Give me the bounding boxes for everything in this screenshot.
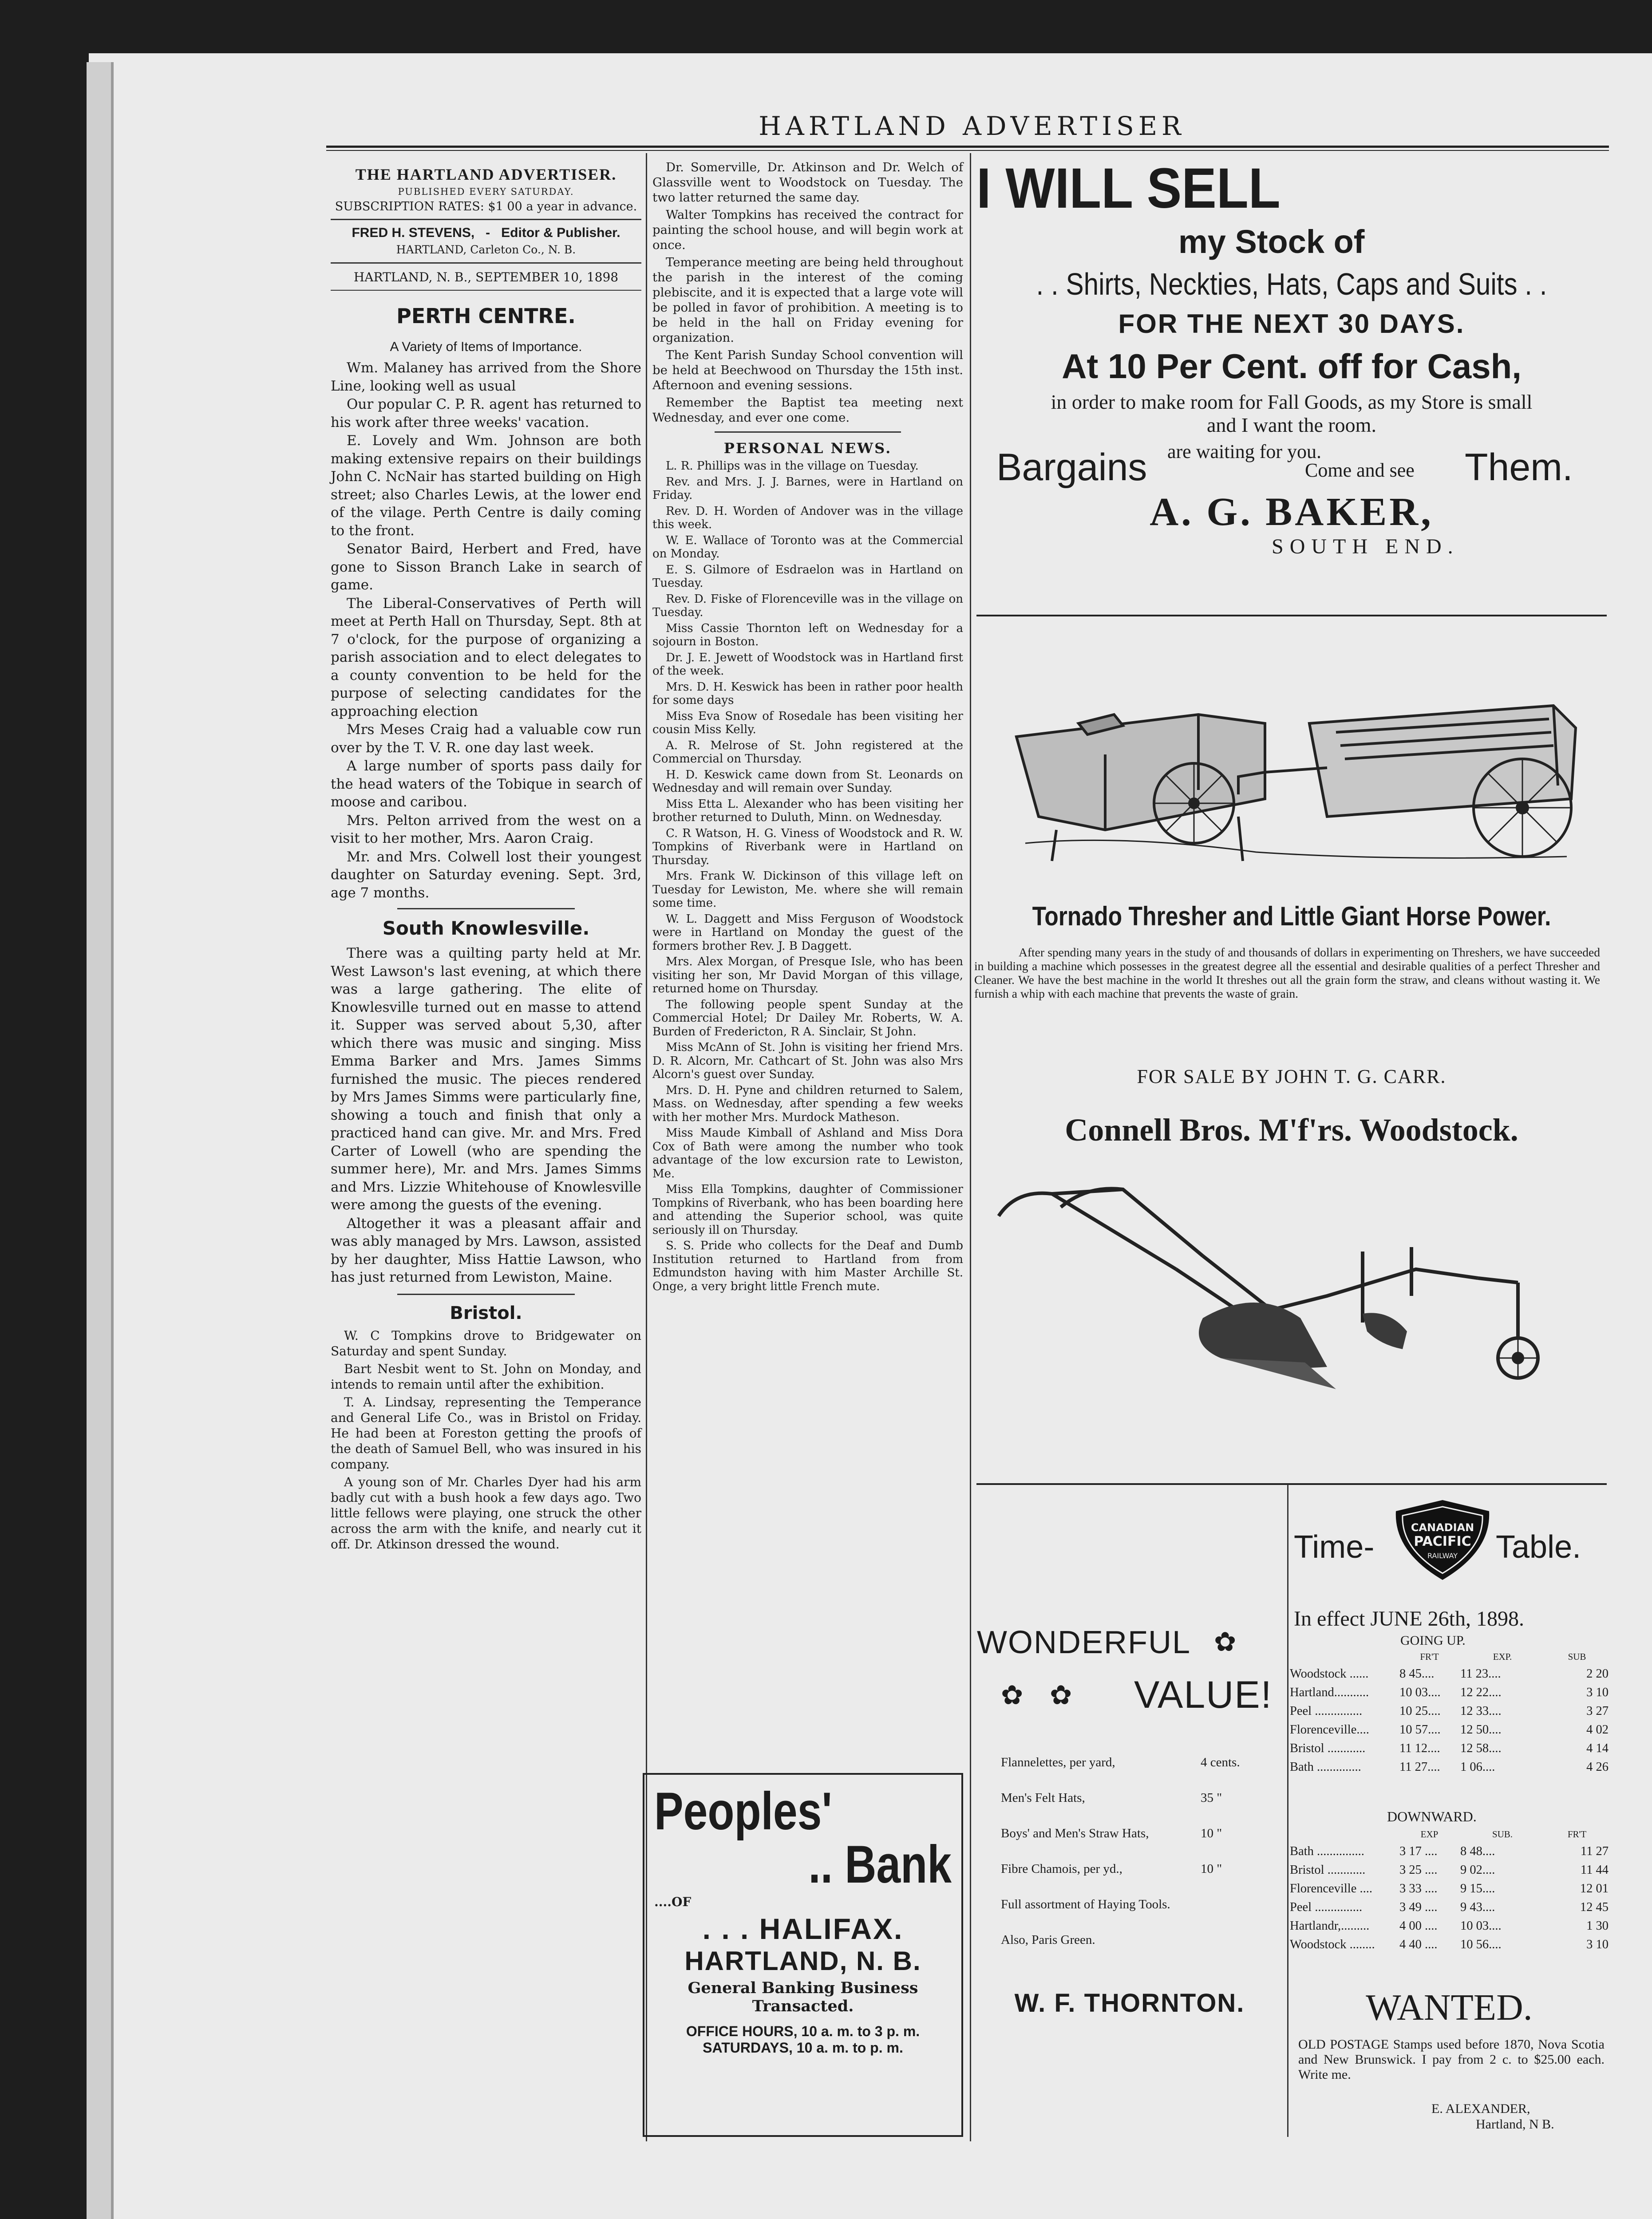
personal-item: Mrs. D. H. Pyne and children returned to Salem, Mass. on Wednesday, after spending a few weeks with her mother Mrs. Murdock Matheson. <box>652 1083 963 1124</box>
perth-para: The Liberal-Conservatives of Perth will meet at Perth Hall on Thursday, Sept. 8th at 7 o'clock, for the purpose of organizing a parish association and to elect delegates to a county convention to be held for the purpose of selecting candidates for the approaching election <box>331 595 641 719</box>
station: Bristol ............ <box>1290 1863 1366 1877</box>
time-cell: 3 33 .... <box>1399 1882 1438 1895</box>
perth-para: Mrs Meses Craig had a valuable cow run over by the T. V. R. one day last week. <box>331 722 641 756</box>
perth-article <box>331 359 641 902</box>
time-cell: 3 17 .... <box>1399 1844 1438 1858</box>
time-cell: 10 03.... <box>1399 1686 1441 1699</box>
paper-title: THE HARTLAND ADVERTISER. <box>355 166 617 183</box>
personal-item: Miss Maude Kimball of Ashland and Miss Dora Cox of Bath were among the number who took advantage of the low excursion rate to Lewiston, Me. <box>652 1126 963 1181</box>
wanted-text: OLD POSTAGE Stamps used before 1870, Nova Scotia and New Brunswick. I pay from 2 c. to $25.00 each. Write me. <box>1298 2037 1605 2082</box>
editor-line: FRED H. STEVENS, - Editor & Publisher. <box>352 225 620 240</box>
timetable-down: DOWNWARD. <box>1387 1808 1477 1824</box>
local-para: Dr. Somerville, Dr. Atkinson and Dr. Welch of Glassville went to Woodstock on Tuesday. The two latter returned the same day. <box>652 160 963 205</box>
personal-item: E. S. Gilmore of Esdraelon was in Hartland on Tuesday. <box>652 563 963 590</box>
bristol-para: W. C Tompkins drove to Bridgewater on Saturday and spent Sunday. <box>331 1328 641 1358</box>
station: Bristol ............ <box>1290 1741 1366 1755</box>
bank-city: . . . HALIFAX. <box>702 1912 904 1945</box>
personal-item: H. D. Keswick came down from St. Leonards on Wednesday and will remain over Sunday. <box>652 768 963 795</box>
perth-heading: PERTH CENTRE. <box>396 304 576 328</box>
bristol-para: T. A. Lindsay, representing the Temperance and General Life Co., was in Bristol on Friday. He had been at Foreston getting the proofs of the death of Samuel Bell, who was insured in his company. <box>331 1394 641 1472</box>
time-cell: 11 44 <box>1580 1863 1609 1877</box>
personal-heading: PERSONAL NEWS. <box>723 440 892 457</box>
ad-divider <box>976 615 1607 616</box>
section-rule <box>397 1294 575 1295</box>
wanted-title: WANTED. <box>1366 1987 1533 2028</box>
baker-line-6: in order to make room for Fall Goods, as my Store is small <box>1051 391 1533 413</box>
time-cell: 3 10 <box>1586 1938 1609 1951</box>
item-price: 10 " <box>1201 1826 1222 1840</box>
published-line: PUBLISHED EVERY SATURDAY. <box>398 186 574 197</box>
station: Bath ............... <box>1290 1844 1364 1858</box>
flower-icon: ✿ <box>1214 1627 1237 1658</box>
plow-illustration <box>990 1181 1585 1429</box>
bank-branch: HARTLAND, N. B. <box>684 1946 921 1976</box>
item-price: 35 " <box>1201 1791 1222 1805</box>
header-rule <box>331 219 641 220</box>
local-para: Temperance meeting are being held throughout the parish in the interest of the coming plebiscite, and it is expected that a large vote will be polled in favor of prohibition. A meeting is to be held in the hall on Friday evening for organization. <box>652 255 963 345</box>
time-cell: 9 15.... <box>1460 1882 1495 1895</box>
personal-item: C. R Watson, H. G. Viness of Woodstock and R. W. Tompkins of Riverbank were in Hartland on Thursday. <box>652 826 963 867</box>
bottom-divider <box>1287 1485 1288 2137</box>
personal-item: L. R. Phillips was in the village on Tuesday. <box>666 459 919 473</box>
item-row <box>1001 1897 1280 1933</box>
perth-para: Senator Baird, Herbert and Fred, have gone to Sisson Branch Lake in search of game. <box>331 541 641 593</box>
column-2 <box>652 160 963 1295</box>
place-line: HARTLAND, Carleton Co., N. B. <box>396 243 576 256</box>
masthead-rule <box>326 146 1609 148</box>
station: Peel ............... <box>1290 1704 1363 1718</box>
item-name: Flannelettes, per yard, <box>1001 1755 1115 1769</box>
item-row <box>1001 1755 1280 1791</box>
station: Peel ............... <box>1290 1900 1363 1914</box>
time-cell: 12 50.... <box>1460 1723 1502 1737</box>
bank-transacted: Transacted. <box>752 1997 854 2015</box>
personal-item: S. S. Pride who collects for the Deaf and Dumb Institution returned to Hartland from from Edmundston having with him Master Archille St. Onge, a very bright little French mute. <box>652 1239 963 1293</box>
perth-para: Wm. Malaney has arrived from the Shore Line, looking well as usual <box>331 360 641 394</box>
local-para: Walter Tompkins has received the contract for painting the school house, and will begin work at once. <box>652 208 963 252</box>
down-table <box>1289 1826 1609 1954</box>
col-head: SUB. <box>1492 1828 1513 1840</box>
thresher-title: Tornado Thresher and Little Giant Horse Power. <box>1032 901 1551 931</box>
baker-location: SOUTH END. <box>1272 535 1459 558</box>
time-cell: 3 25 .... <box>1399 1863 1438 1877</box>
item-name: Boys' and Men's Straw Hats, <box>1001 1826 1149 1840</box>
personal-item: W. E. Wallace of Toronto was at the Commercial on Monday. <box>652 533 963 561</box>
time-cell: 10 25.... <box>1399 1704 1441 1718</box>
bargains-come: Come and see <box>1305 459 1415 481</box>
section-rule <box>397 908 575 909</box>
personal-news <box>652 459 963 1293</box>
flower-icon: ✿ <box>1001 1680 1024 1711</box>
bank-business: General Banking Business <box>688 1979 918 1997</box>
col-head: FR'T <box>1567 1828 1587 1840</box>
thresher-maker: Connell Bros. M'f'rs. Woodstock. <box>1065 1112 1518 1148</box>
thresher-desc: After spending many years in the study of and thousands of dollars in experimenting on Threshers, we have succeeded in building a machine which possesses in the greatest degree all the essential and desirable qualities of a perfect Thresher and Cleaner. We have the best machine in the world It threshes out all the grain form the straw, and cleans without wasting it. We furnish a whip with each machine that prevents the waste of grain. <box>974 945 1600 1000</box>
baker-line-3: . . Shirts, Neckties, Hats, Caps and Suits . . <box>1036 267 1547 301</box>
bank-ad <box>643 1773 963 2137</box>
section-rule <box>715 431 901 433</box>
time-cell: 9 43.... <box>1460 1900 1495 1914</box>
value-word: VALUE! <box>1134 1674 1273 1716</box>
col-head: EXP. <box>1493 1651 1512 1662</box>
item-row <box>1001 1826 1280 1862</box>
time-cell: 12 45 <box>1580 1900 1609 1914</box>
logo-text-2: PACIFIC <box>1414 1534 1471 1549</box>
station: Woodstock ...... <box>1290 1667 1369 1681</box>
time-cell: 8 48.... <box>1460 1844 1495 1858</box>
logo-text-1: CANADIAN <box>1411 1521 1474 1534</box>
item-name: Fibre Chamois, per yd., <box>1001 1862 1122 1876</box>
ad-divider-2 <box>976 1483 1607 1485</box>
flower-icon: ✿ <box>1050 1680 1072 1711</box>
timetable-time: Time- <box>1294 1529 1375 1565</box>
perth-para: E. Lovely and Wm. Johnson are both making extensive repairs on their buildings John C. NcNair has started building on High street; also Charles Lewis, at the lower end of the vilage. Perth Centre is daily coming to the front. <box>331 433 641 539</box>
subscription-rates: SUBSCRIPTION RATES: $1 00 a year in advance. <box>335 200 637 213</box>
personal-item: Dr. J. E. Jewett of Woodstock was in Hartland first of the week. <box>652 651 963 678</box>
personal-item: Mrs. D. H. Keswick has been in rather poor health for some days <box>652 680 963 707</box>
station: Hartlandr,......... <box>1290 1919 1370 1933</box>
baker-name: A. G. BAKER, <box>1150 490 1434 534</box>
thornton-items <box>1001 1755 1280 1968</box>
time-cell: 11 27 <box>1580 1844 1609 1858</box>
knowlesville-para: Altogether it was a pleasant affair and was ably managed by Mrs. Lawson, assisted by her daughter, Miss Hattie Lawson, who has just returned from Lewiston, Maine. <box>331 1215 641 1285</box>
personal-item: Rev. D. H. Worden of Andover was in the village this week. <box>652 504 963 531</box>
item-name: Full assortment of Haying Tools. <box>1001 1897 1170 1911</box>
time-cell: 4 14 <box>1586 1741 1609 1755</box>
time-cell: 4 00 .... <box>1399 1919 1438 1933</box>
time-cell: 10 03.... <box>1460 1919 1502 1933</box>
station: Bath .............. <box>1290 1760 1361 1774</box>
time-cell: 3 27 <box>1586 1704 1609 1718</box>
personal-item: Rev. D. Fiske of Florenceville was in the village on Tuesday. <box>652 592 963 619</box>
time-cell: 1 30 <box>1586 1919 1609 1933</box>
time-cell: 10 57.... <box>1399 1723 1441 1737</box>
personal-item: W. L. Daggett and Miss Ferguson of Woodstock were in Hartland on Monday the guest of the formers brother Rev. J. B Daggett. <box>652 912 963 953</box>
masthead: HARTLAND ADVERTISER <box>759 111 1186 141</box>
cpr-logo-icon <box>1391 1498 1494 1582</box>
column-1 <box>331 160 641 1554</box>
bristol-article <box>331 1328 641 1552</box>
wanted-name: E. ALEXANDER, <box>1431 2101 1530 2116</box>
personal-item: Miss McAnn of St. John is visiting her friend Mrs. D. R. Alcorn, Mr. Cathcart of St. John was also Mrs Alcorn's guest over Sunday. <box>652 1041 963 1081</box>
col-head: EXP <box>1420 1828 1439 1840</box>
perth-para: Mrs. Pelton arrived from the west on a visit to her mother, Mrs. Aaron Craig. <box>331 812 641 846</box>
time-cell: 4 26 <box>1586 1760 1609 1774</box>
time-cell: 4 02 <box>1586 1723 1609 1737</box>
time-cell: 3 10 <box>1586 1686 1609 1699</box>
bristol-heading: Bristol. <box>450 1303 522 1323</box>
local-news <box>652 160 963 425</box>
page-edge <box>87 62 114 2219</box>
station: Florenceville .... <box>1290 1882 1372 1895</box>
personal-item: Rev. and Mrs. J. J. Barnes, were in Hartland on Friday. <box>652 475 963 502</box>
masthead-rule-thin <box>326 150 1609 151</box>
bristol-para: Bart Nesbit went to St. John on Monday, and intends to remain until after the exhibition. <box>331 1361 641 1392</box>
time-cell: 11 27.... <box>1399 1760 1440 1774</box>
time-cell: 8 45.... <box>1399 1667 1435 1681</box>
bargains-them: Them. <box>1465 446 1573 489</box>
personal-item: Mrs. Frank W. Dickinson of this village left on Tuesday for Lewiston, Me. where she will remain some time. <box>652 869 963 910</box>
column-divider-2 <box>970 153 971 2141</box>
timetable-up: GOING UP. <box>1400 1633 1466 1648</box>
local-para: Remember the Baptist tea meeting next Wednesday, and ever one come. <box>652 395 963 425</box>
station: Woodstock ........ <box>1290 1938 1375 1951</box>
perth-para: Our popular C. P. R. agent has returned to his work after three weeks' vacation. <box>331 396 641 430</box>
up-table <box>1289 1649 1609 1777</box>
item-name: Also, Paris Green. <box>1001 1933 1095 1947</box>
logo-text-3: RAILWAY <box>1427 1552 1458 1560</box>
time-cell: 12 33.... <box>1460 1704 1502 1718</box>
thresher-illustration <box>990 683 1593 870</box>
personal-item: Miss Etta L. Alexander who has been visiting her brother returned to Duluth, Minn. on Wednesday. <box>652 797 963 824</box>
knowlesville-heading: South Knowlesville. <box>382 917 590 939</box>
time-cell: 2 20 <box>1586 1667 1609 1681</box>
header-rule-3 <box>331 290 641 291</box>
item-row <box>1001 1791 1280 1826</box>
station: Hartland........... <box>1290 1686 1369 1699</box>
personal-item: Mrs. Alex Morgan, of Presque Isle, who has been visiting her son, Mr David Morgan of this village, returned home on Thursday. <box>652 955 963 995</box>
bargains-row <box>974 437 1609 490</box>
bargains-waiting: are waiting for you. <box>1167 441 1321 462</box>
baker-ad <box>974 155 1609 559</box>
time-cell: 12 22.... <box>1460 1686 1502 1699</box>
thresher-sale: FOR SALE BY JOHN T. G. CARR. <box>1137 1066 1446 1087</box>
wanted-place: Hartland, N B. <box>1476 2117 1554 2132</box>
baker-headline: I WILL SELL <box>976 157 1280 220</box>
bank-line-2: .. Bank <box>808 1835 952 1894</box>
personal-item: Miss Ella Tompkins, daughter of Commissioner Tompkins of Riverbank, who has been boarding here and attending the Superior school, was quite seriously ill on Thursday. <box>652 1183 963 1237</box>
bank-saturdays: SATURDAYS, 10 a. m. to p. m. <box>703 2040 903 2056</box>
header-rule-2 <box>331 262 641 264</box>
bank-hours: OFFICE HOURS, 10 a. m. to 3 p. m. <box>686 2023 920 2039</box>
bank-of: ....OF <box>654 1895 692 1909</box>
time-cell: 12 58.... <box>1460 1741 1502 1755</box>
wonderful-word: WONDERFUL <box>977 1625 1191 1660</box>
timetable-table: Table. <box>1496 1529 1581 1565</box>
item-price: 10 " <box>1201 1862 1222 1876</box>
bristol-para: A young son of Mr. Charles Dyer had his arm badly cut with a bush hook a few days ago. Two little fellows were playing, one struck the other across the arm with the knife, and nearly cut it off. Dr. Atkinson dressed the wound. <box>331 1474 641 1552</box>
item-name: Men's Felt Hats, <box>1001 1791 1085 1805</box>
baker-line-2: my Stock of <box>1178 223 1365 260</box>
bargains-word: Bargains <box>996 446 1147 489</box>
personal-item: The following people spent Sunday at the Commercial Hotel; Dr Dailey Mr. Roberts, W. A. Burden of Fredericton, R A. Sinclair, St John. <box>652 998 963 1038</box>
baker-line-4: FOR THE NEXT 30 DAYS. <box>1118 309 1465 339</box>
personal-item: A. R. Melrose of St. John registered at the Commercial on Thursday. <box>652 738 963 766</box>
bank-line-1: Peoples' <box>654 1781 832 1841</box>
time-cell: 4 40 .... <box>1399 1938 1438 1951</box>
perth-para: A large number of sports pass daily for the head waters of the Tobique in search of moose and caribou. <box>331 758 641 810</box>
perth-subhead: A Variety of Items of Importance. <box>390 340 582 354</box>
time-cell: 3 49 .... <box>1399 1900 1438 1914</box>
thornton-signature: W. F. THORNTON. <box>1014 1989 1245 2018</box>
baker-line-5: At 10 Per Cent. off for Cash, <box>1062 347 1522 386</box>
knowlesville-article <box>331 944 641 1287</box>
item-row <box>1001 1862 1280 1897</box>
time-cell: 11 12.... <box>1399 1741 1440 1755</box>
local-para: The Kent Parish Sunday School convention will be held at Beechwood on Thursday the 15th inst. Afternoon and evening sessions. <box>652 348 963 392</box>
dateline: HARTLAND, N. B., SEPTEMBER 10, 1898 <box>353 270 619 284</box>
col-head: FR'T <box>1420 1651 1439 1662</box>
time-cell: 10 56.... <box>1460 1938 1502 1951</box>
time-cell: 12 01 <box>1580 1882 1609 1895</box>
time-cell: 9 02.... <box>1460 1863 1495 1877</box>
col-head: SUB <box>1568 1651 1586 1662</box>
baker-line-7: and I want the room. <box>1207 414 1376 436</box>
personal-item: Miss Cassie Thornton left on Wednesday for a sojourn in Boston. <box>652 621 963 648</box>
time-cell: 11 23.... <box>1460 1667 1501 1681</box>
item-row <box>1001 1933 1280 1968</box>
perth-para: Mr. and Mrs. Colwell lost their youngest daughter on Saturday evening. Sept. 3rd, age 7 months. <box>331 849 641 901</box>
station: Florenceville.... <box>1290 1723 1369 1737</box>
timetable-effect: In effect JUNE 26th, 1898. <box>1294 1607 1524 1631</box>
time-cell: 1 06.... <box>1460 1760 1495 1774</box>
item-price: 4 cents. <box>1201 1755 1240 1769</box>
knowlesville-para: There was a quilting party held at Mr. West Lawson's last evening, at which there was a large gathering. The elite of Knowlesville turned out en masse to attend it. Supper was served about 5,30, after which there was music and singing. Miss Emma Barker and Mrs. James Simms furnished the music. The pieces rendered by Mrs James Simms were particularly fine, showing a touch and finish that only a practiced hand can give. Mr. and Mrs. Fred Carter of Lowell (who are spending the summer here), Mr. and Mrs. James Simms and Mrs. Lizzie Whitehouse of Knowlesville were among the guests of the evening. <box>331 945 641 1213</box>
personal-item: Miss Eva Snow of Rosedale has been visiting her cousin Miss Kelly. <box>652 709 963 736</box>
